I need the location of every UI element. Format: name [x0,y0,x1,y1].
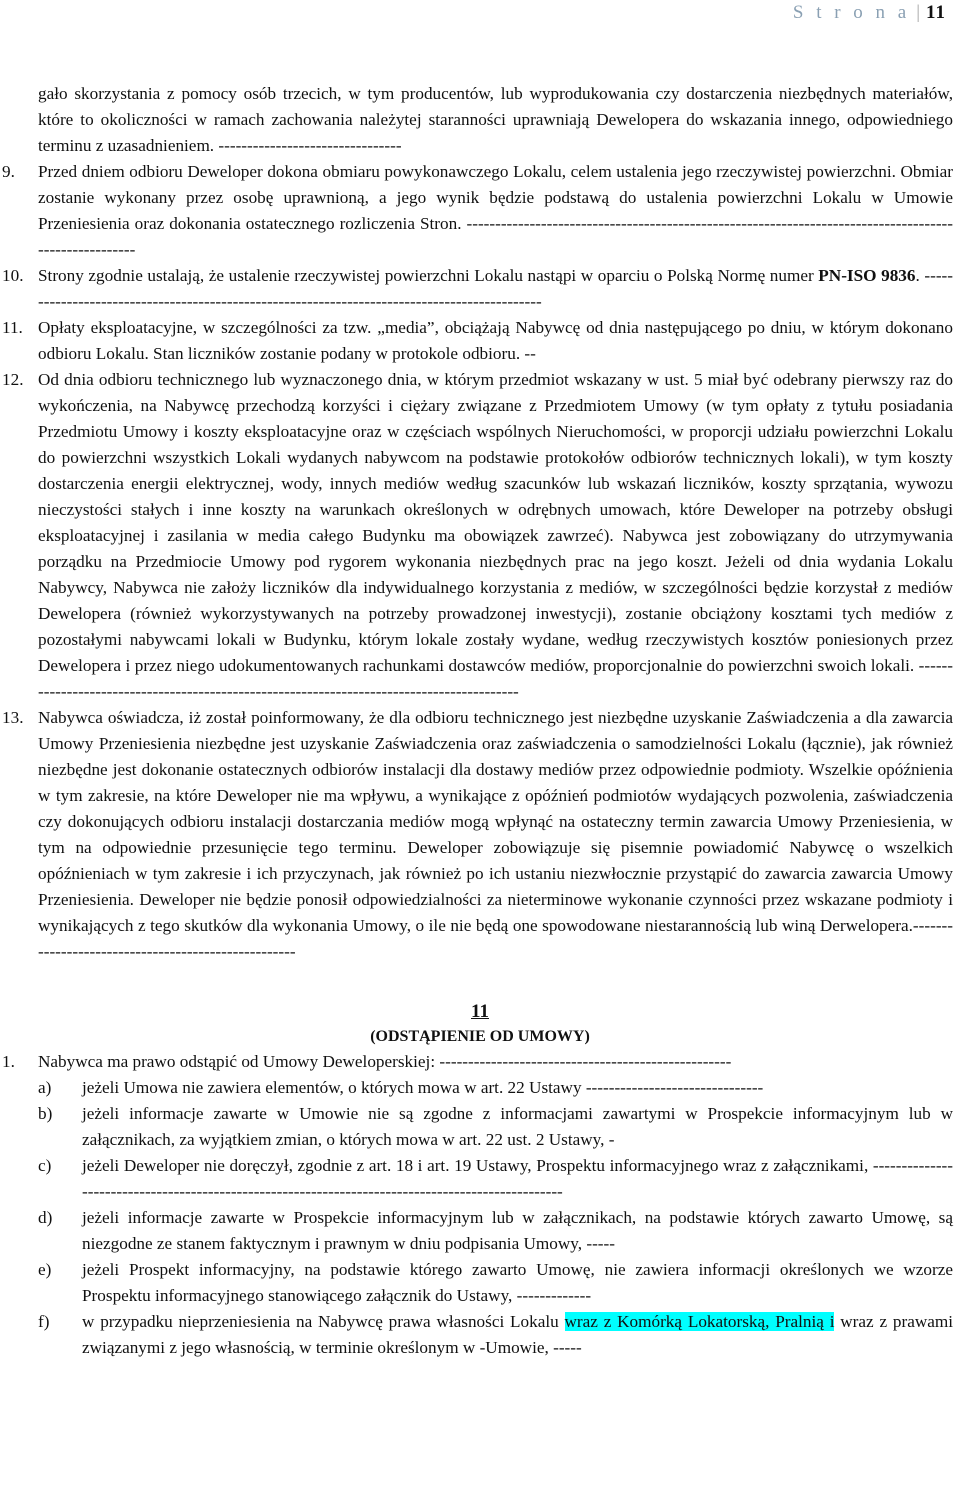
clause-12 [2,367,953,705]
subclause-text: jeżeli informacje zawarte w Umowie nie są zgodne z informacjami zawartymi w Prospekcie informacyjnym lub w załącznikach, za wyjątkiem zmian, o których mowa w art. 22 ust. 2 Ustawy, - [82,1104,953,1149]
page-number: 11 [926,2,946,23]
clause-number: 1. [2,1052,15,1071]
section-title: (ODSTĄPIENIE OD UMOWY) [370,1028,590,1045]
subclause-text: w przypadku nieprzeniesienia na Nabywcę prawa własności Lokalu [82,1312,565,1331]
section-number: 11 [471,1001,489,1022]
highlighted-text: wraz z Komórką Lokatorską, Pralnią i [564,1312,835,1331]
clause-10 [2,263,953,315]
page-header [793,2,946,24]
clause-13 [2,705,953,965]
subclause-letter: d) [38,1208,53,1227]
subclause-letter: c) [38,1156,52,1175]
subclause-text-tail: wraz z prawami związanymi z jego własnością, w terminie określonym w -Umowie, ----- [82,1312,954,1357]
page-label: S t r o n a [792,2,911,23]
clause-number: 10. [2,266,24,285]
subclause-text: jeżeli Prospekt informacyjny, na podstawie którego zawarto Umowę, nie zawiera informacji określonych we wzorze Prospektu informacyjnego stanowiącego załącznik do Ustawy, ------------- [82,1260,953,1305]
document-body [0,81,960,1361]
header-separator: | [916,2,921,23]
section-clause-1 [2,1049,953,1075]
clause-number: 12. [2,370,24,389]
clause-text: Nabywca ma prawo odstąpić od Umowy Deweloperskiej: --------------------------------------------------- [38,1052,732,1071]
subclause-a [38,1075,953,1101]
subclause-d [38,1205,953,1257]
intro-paragraph: gało skorzystania z pomocy osób trzecich, w tym producentów, lub wyprodukowania czy dostarczenia niezbędnych materiałów, które to okoliczności w ramach zachowania należytej staranności uprawniają Dewelopera do wskazania innego, odpowiedniego terminu z uzasadnieniem. -------------------------------- [38,84,953,155]
clause-number: 13. [2,708,24,727]
clause-text-tail: . --------------------------------------------------------------------------------------------- [38,266,953,311]
subclause-letter: a) [38,1078,52,1097]
subclause-letter: f) [38,1312,50,1331]
clause-number: 11. [2,318,23,337]
clause-text: Opłaty eksploatacyjne, w szczególności za tzw. „media”, obciążają Nabywcę od dnia następującego po dniu, w którym dokonano odbioru Lokalu. Stan liczników zostanie podany w protokole odbioru. -- [38,318,953,363]
subclause-c [38,1153,953,1205]
clause-text: Strony zgodnie ustalają, że ustalenie rzeczywistej powierzchni Lokalu nastąpi w oparciu o Polską Normę numer [38,266,819,285]
subclause-text: jeżeli informacje zawarte w Prospekcie informacyjnym lub w załącznikach, na podstawie których zawarto Umowę, są niezgodne ze stanem faktycznym i prawnym w dniu podpisania Umowy, ----- [82,1208,953,1253]
clause-9 [2,159,953,263]
subclause-text: jeżeli Deweloper nie doręczył, zgodnie z art. 18 i art. 19 Ustawy, Prospektu informacyjnego wraz z załącznikami, -------------------------------------------------------------------------------------------------- [82,1156,953,1201]
subclause-letter: e) [38,1260,52,1279]
subclause-b [38,1101,953,1153]
subclause-f [38,1309,954,1361]
subclause-letter: b) [38,1104,53,1123]
clause-text: Od dnia odbioru technicznego lub wyznaczonego dnia, w którym przedmiot wskazany w ust. 5 miał być odebrany pierwszy raz do wykończenia, na Nabywcę przechodzą korzyści i ciężary związane z Przedmiotem Umowy (w tym opłaty z tytułu posiadania Przedmiotu Umowy i koszty eksploatacyjne oraz w częściach wspólnych Nieruchomości, w proporcji udziału powierzchni Lokalu do powierzchni wszystkich Lokali wydanych nabywcom na podstawie protokołów odbiorów technicznych lokali), w tym koszty dostarczenia energii elektrycznej, wody, innych mediów według szacunków lub wskazań liczników, koszty sprzątania, wywozu nieczystości stałych i inne koszty na warunkach określonych w odrębnych umowach, które Deweloper na potrzeby obsługi eksploatacyjnej i zasilania w media całego Budynku ma obowiązek zawrzeć). Nabywca jest zobowiązany do utrzymywania porządku na Przedmiocie Umowy pod rygorem wykonania niezbędnych prac na jego koszt. Jeżeli od dnia wydania Lokalu Nabywcy, Nabywca nie założy liczników dla indywidualnego korzystania z mediów, w szczególności będzie korzystał z mediów Dewelopera (również wykorzystywanych na potrzeby prowadzonej inwestycji), zostanie obciążony kosztami tych mediów z pozostałymi nabywcami lokali w Budynku, którym lokale zostały wydane, według rzeczywistych kosztów poniesionych przez Dewelopera i przez niego udokumentowanych rachunkami dostawców mediów, proporcjonalnie do powierzchni swoich lokali. ------------------------------------------------------------------------------------------ [38,370,953,701]
subclause-text: jeżeli Umowa nie zawiera elementów, o których mowa w art. 22 Ustawy ------------------------------- [82,1078,764,1097]
clause-text: Nabywca oświadcza, iż został poinformowany, że dla odbioru technicznego jest niezbędne uzyskanie Zaświadczenia a dla zawarcia Umowy Przeniesienia niezbędne jest uzyskanie Zaświadczenia oraz zaświadczenia o samodzielności Lokalu (łącznie), jak również niezbędne jest dokonanie ostatecznych odbiorów instalacji dla dostawy mediów przez odpowiednie podmioty. Wszelkie opóźnienia w tym zakresie, na które Deweloper nie ma wpływu, a wynikające z opóźnień podmiotów wydających pozwolenia, zaświadczenia czy dokonujących odbioru instalacji dostarczania mediów mogą wpłynąć na ostateczny termin zawarcia Umowy Przeniesienia, w tym na odpowiednie przesunięcie tego terminu. Deweloper zobowiązuje się pisemnie powiadomić Nabywcę o wszelkich opóźnieniach w tym zakresie i ich przyczynach, jak również po ich ustaniu niezwłocznie przystąpić do zawarcia zawarcia Umowy Przeniesienia. Deweloper nie będzie ponosił odpowiedzialności za nieterminowe wykonanie czynności przez wskazane podmioty i wynikających z tego skutków dla wykonania Umowy, o ile nie będą one spowodowane niestarannością lub winą Derwelopera.---------------------------------------------------- [38,708,953,961]
clause-11 [2,315,953,367]
clause-number: 9. [2,162,15,181]
subclause-e [38,1257,953,1309]
clause-text: Przed dniem odbioru Deweloper dokona obmiaru powykonawczego Lokalu, celem ustalenia jego rzeczywistej powierzchni. Obmiar zostanie wykonany przez osobę uprawnioną, a jego wynik będzie podstawą do ustalenia powierzchni Lokalu w Umowie Przeniesienia oraz dokonania ostatecznego rozliczenia Stron. ------------------------------------------------------------------------------------------------------ [38,162,953,259]
norm-number: PN-ISO 9836 [818,266,916,285]
